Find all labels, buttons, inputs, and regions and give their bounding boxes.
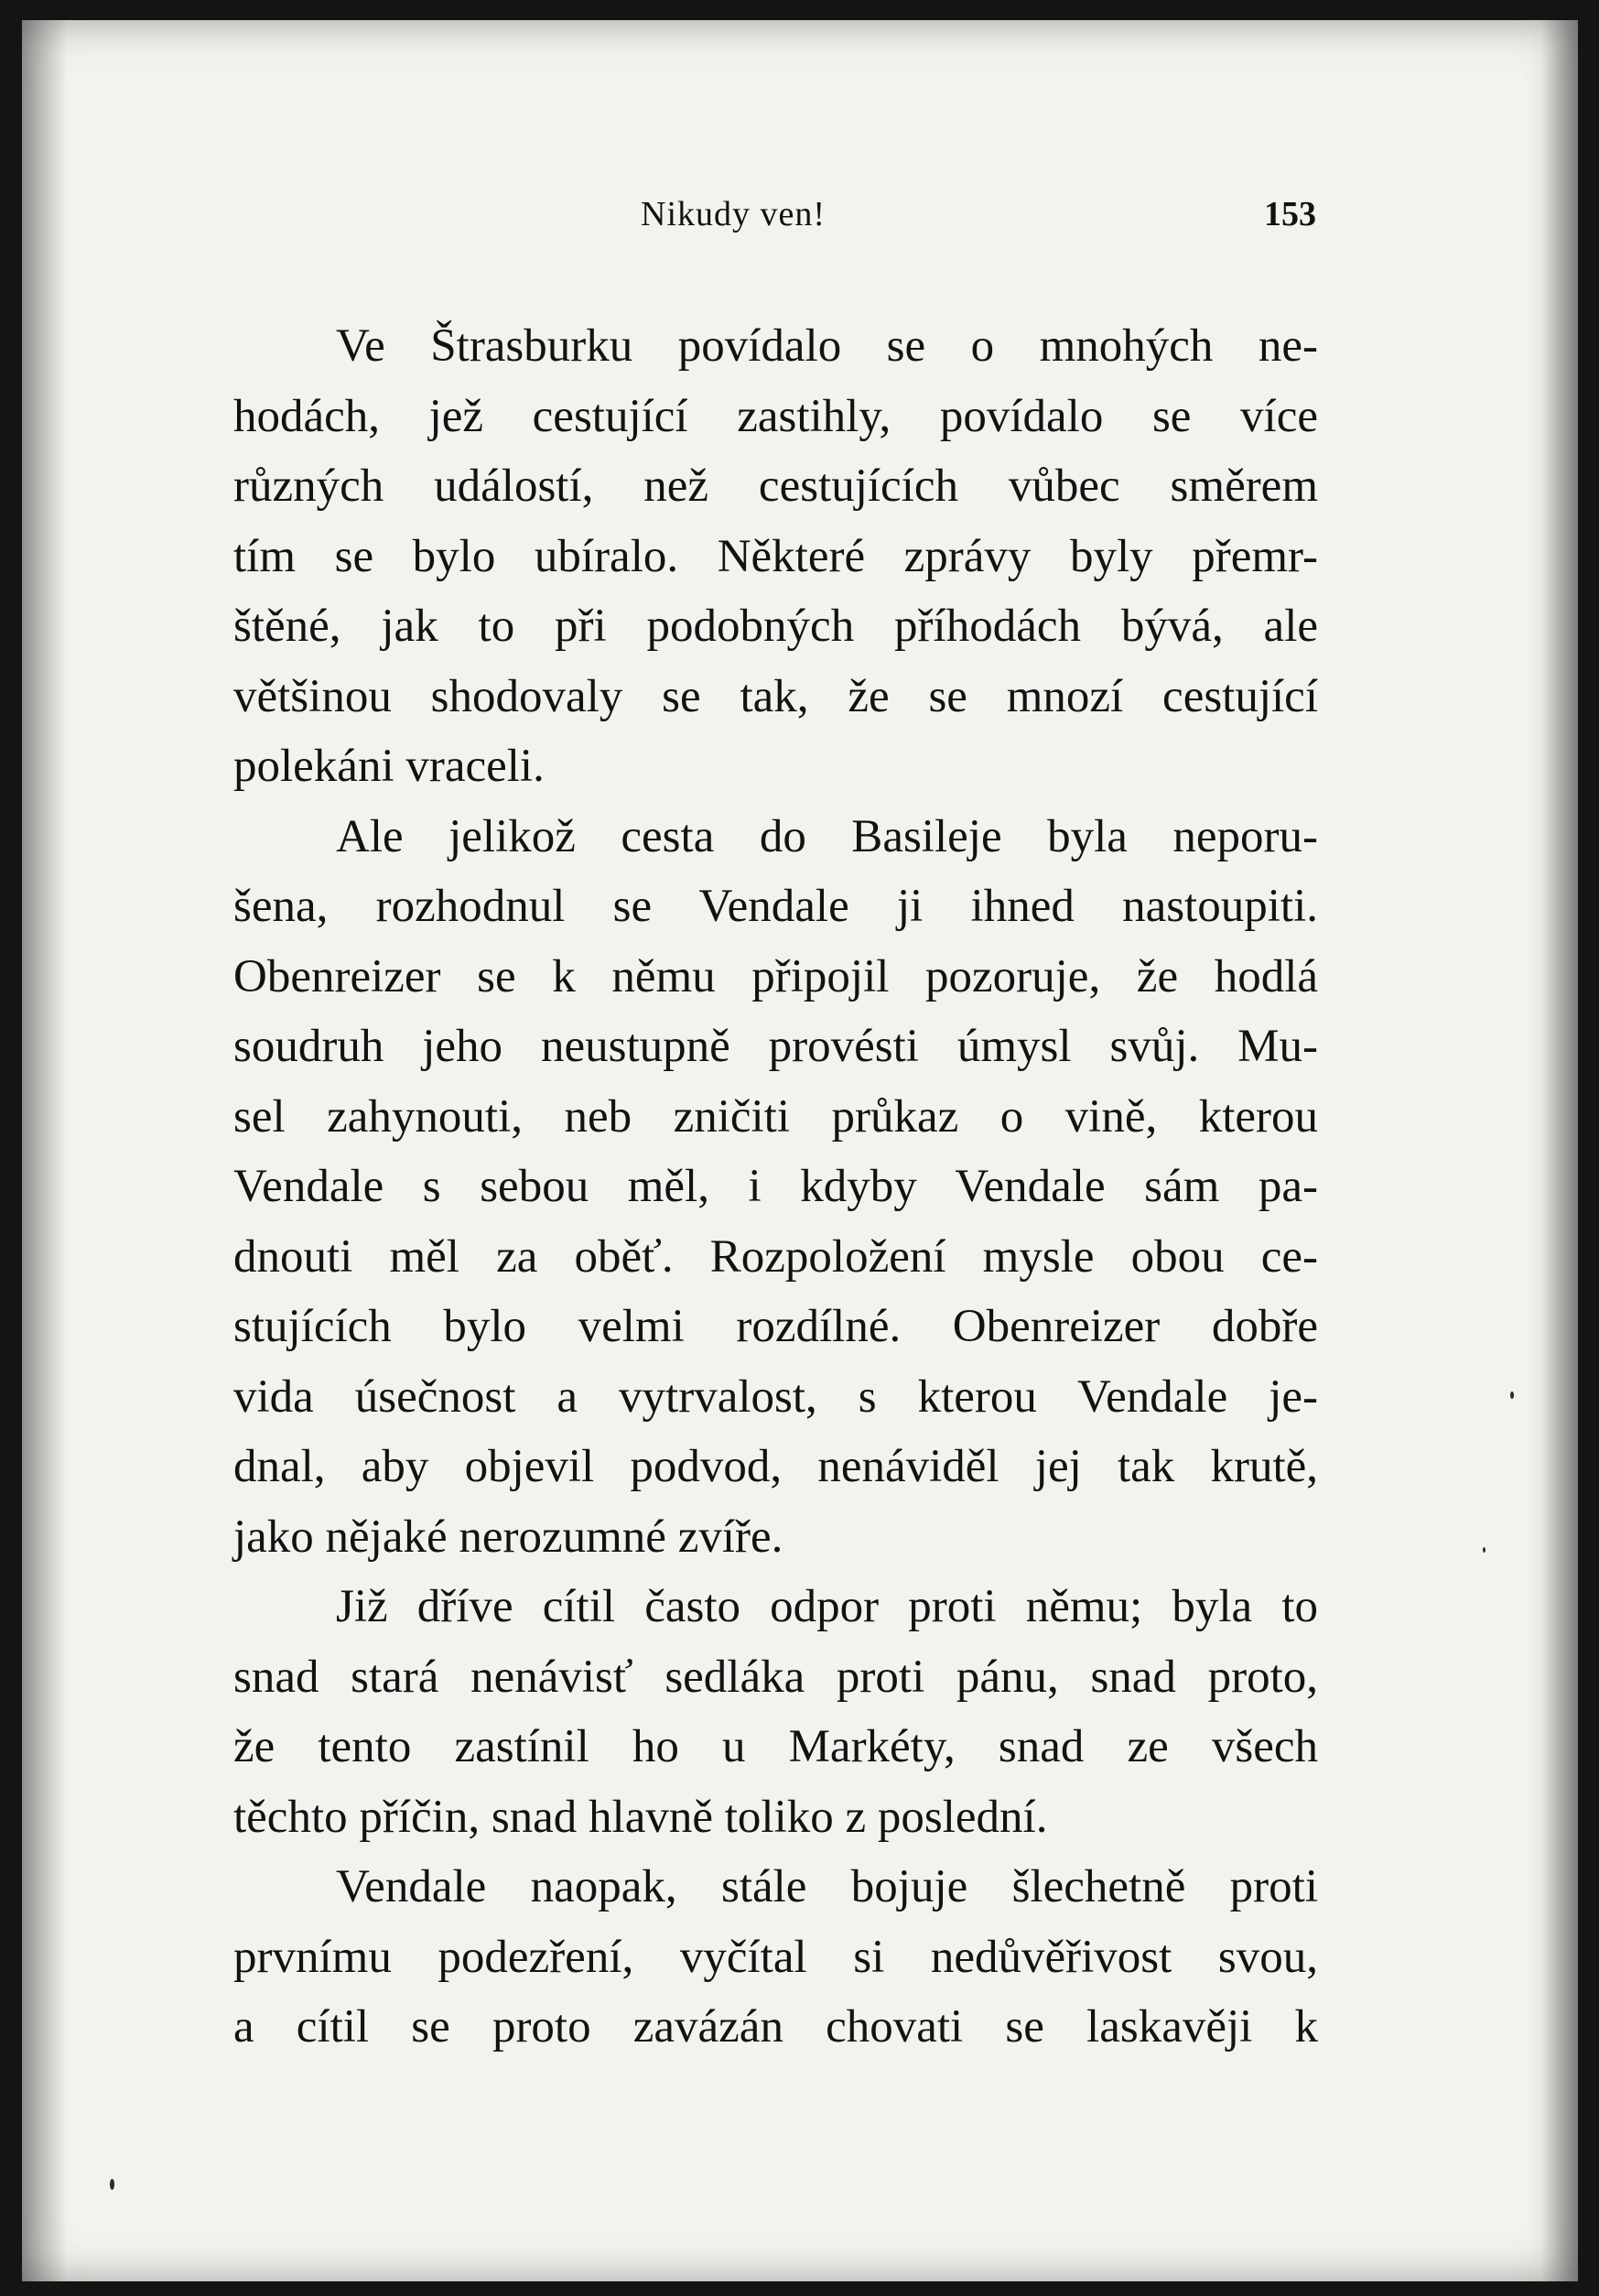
body-text [233,311,1318,2063]
text-line: polekáni vraceli. [233,741,545,792]
scan-speck [1510,1392,1514,1399]
page-edge-shadow [1541,20,1578,2281]
text-line: Ale jelikož cesta do Basileje byla neporu- [336,810,1318,862]
binding-shadow [22,20,68,2281]
text-line: Obenreizer se k němu připojil pozoruje, že hodlá [233,950,1318,1002]
text-line: hodách, jež cestující zastihly, povídalo se více [233,390,1318,442]
text-line: snad stará nenávisť sedláka proti pánu, snad proto, [233,1651,1318,1703]
text-line: stujících bylo velmi rozdílné. Obenreizer dobře [233,1301,1318,1352]
text-line: vida úsečnost a vytrvalost, s kterou Vendale je- [233,1370,1318,1423]
text-line: jako nějaké nerozumné zvíře. [233,1511,783,1563]
text-line: dnal, aby objevil podvod, nenáviděl jej tak krutě, [233,1441,1318,1492]
scan-speck [1483,1547,1486,1553]
text-line: sel zahynouti, neb zničiti průkaz o vině, kterou [233,1090,1318,1143]
text-line: že tento zastínil ho u Markéty, snad ze všech [233,1721,1318,1772]
text-line: Vendale naopak, stále bojuje šlechetně proti [336,1861,1318,1912]
text-line: a cítil se proto zavázán chovati se laskavěji k [233,2001,1318,2052]
text-line: různých událostí, než cestujících vůbec směrem [233,460,1318,512]
text-line: Již dříve cítil často odpor proti němu; byla to [336,1581,1318,1632]
page-number: 153 [1264,195,1316,233]
text-line: tím se bylo ubíralo. Některé zprávy byly přemr- [233,530,1318,582]
text-line: soudruh jeho neustupně provésti úmysl svůj. Mu- [233,1021,1318,1072]
text-line: těchto příčin, snad hlavně toliko z poslední. [233,1791,1048,1843]
text-line: Vendale s sebou měl, i kdyby Vendale sám pa- [233,1161,1318,1212]
text-line: Ve Štrasburku povídalo se o mnohých ne- [336,320,1318,372]
text-line: šena, rozhodnul se Vendale ji ihned nastoupiti. [233,881,1318,932]
running-head-title: Nikudy ven! [641,195,827,233]
running-head [211,194,1316,238]
text-line: prvnímu podezření, vyčítal si nedůvěřivost svou, [233,1931,1318,1983]
text-line: dnouti měl za oběť. Rozpoložení mysle obou ce- [233,1230,1318,1283]
scan-speck [110,2179,114,2190]
text-line: štěné, jak to při podobných příhodách bývá, ale [233,601,1318,652]
text-line: většinou shodovaly se tak, že se mnozí cestující [233,670,1318,722]
